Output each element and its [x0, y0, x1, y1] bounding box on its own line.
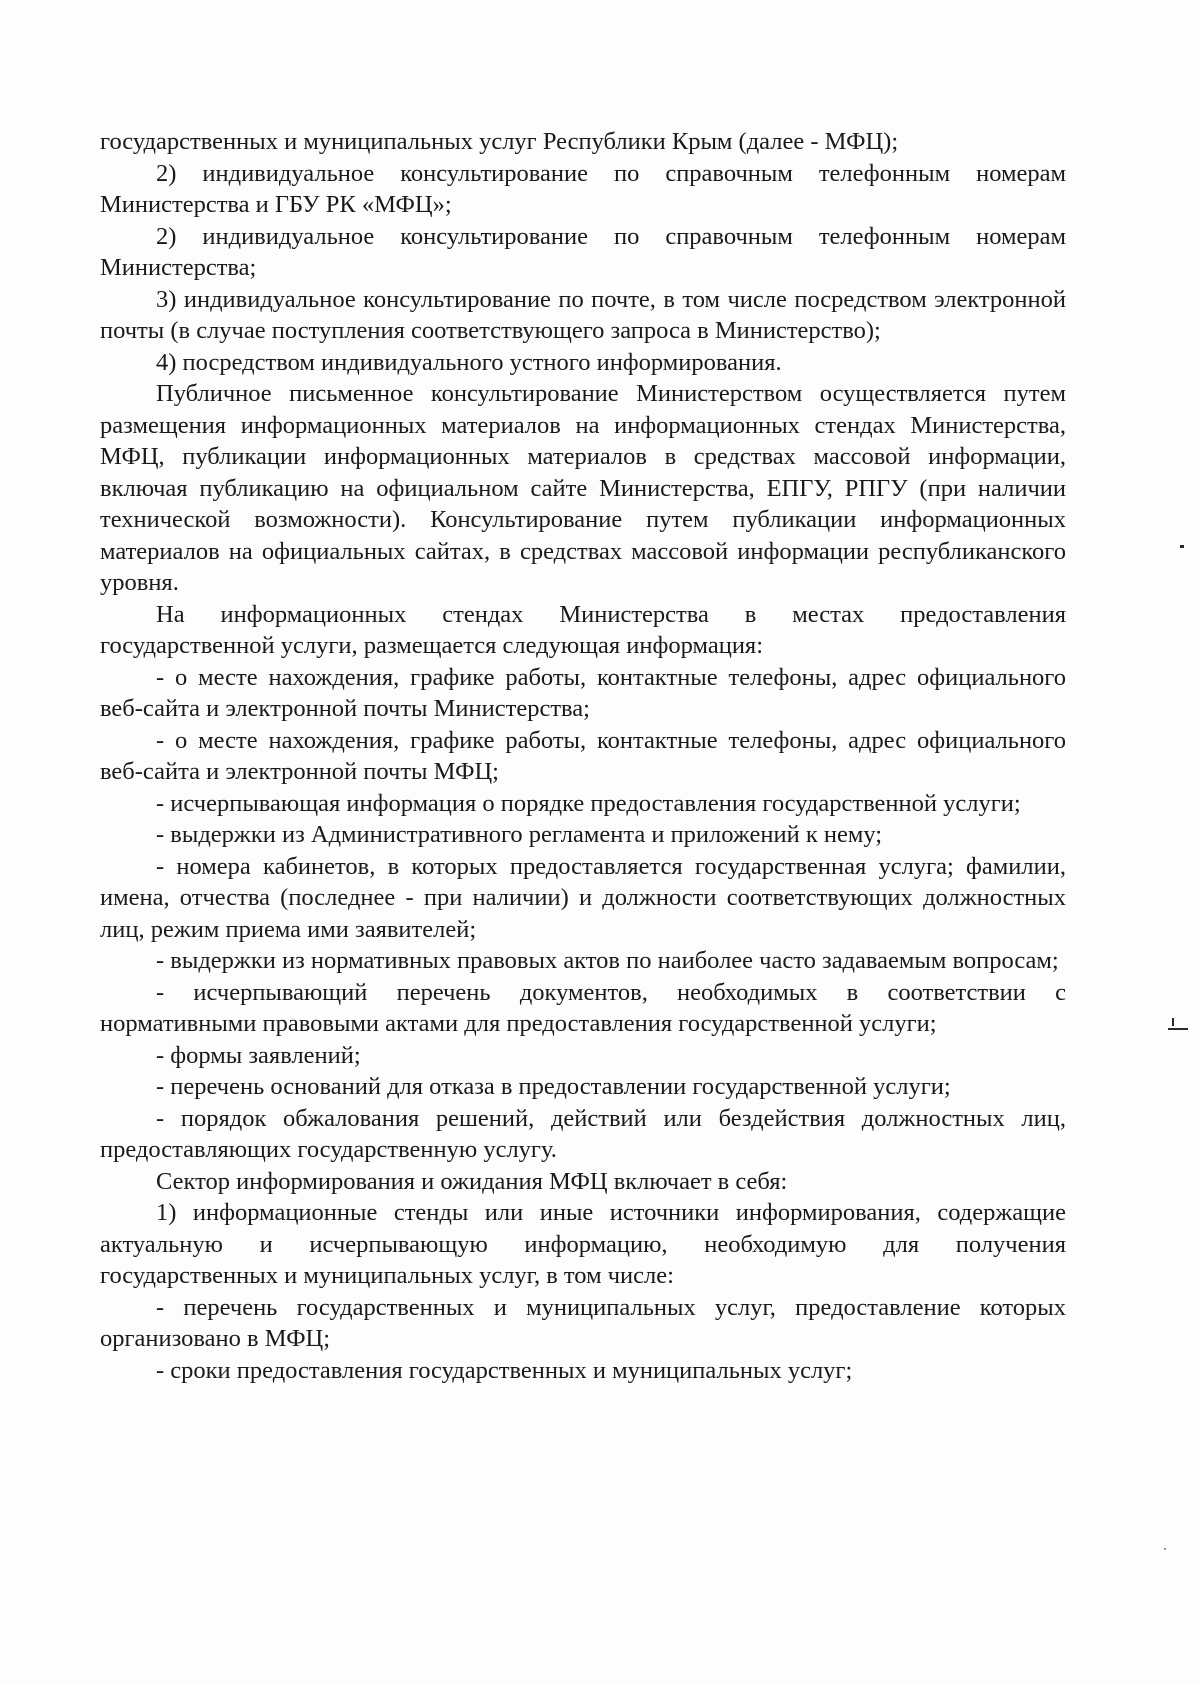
list-item-regulation-excerpts: - выдержки из Административного регламента и приложений к нему; [156, 821, 883, 848]
list-item-appeal-procedure: - порядок обжалования решений, действий или бездействия должностных лиц, предоставляющих государственную услугу. [100, 1104, 1066, 1163]
paragraph-mfc-sector-intro: Сектор информирования и ожидания МФЦ включает в себя: [156, 1167, 788, 1195]
paragraph-phone-consulting-ministry: 2) индивидуальное консультирование по справочным телефонным номерам Министерства; [100, 222, 1066, 281]
scan-margin-dash [1168, 1028, 1188, 1030]
paragraph-mfc-definition: государственных и муниципальных услуг Республики Крым (далее - МФЦ); [100, 128, 899, 155]
scan-margin-mark [1180, 545, 1184, 548]
list-item-mfc-services-list: - перечень государственных и муниципальных услуг, предоставление которых организовано в МФЦ; [100, 1293, 1066, 1352]
paragraph-oral-informing: 4) посредством индивидуального устного информирования. [156, 348, 782, 376]
scan-speck [1164, 1548, 1166, 1550]
list-item-legal-excerpts: - выдержки из нормативных правовых актов по наиболее часто задаваемым вопросам; [156, 947, 1059, 974]
document-body [100, 126, 1066, 1386]
paragraph-phone-consulting-mfc: 2) индивидуальное консультирование по справочным телефонным номерам Министерства и ГБУ РК «МФЦ»; [100, 159, 1066, 218]
list-item-office-numbers: - номера кабинетов, в которых предоставляется государственная услуга; фамилии, имена, отчества (последнее - при наличии) и должности соответствующих должностных лиц, режим приема ими заявителей; [100, 852, 1066, 943]
scan-margin-tick [1172, 1018, 1174, 1026]
list-item-service-terms: - сроки предоставления государственных и муниципальных услуг; [156, 1356, 853, 1384]
list-item-ministry-contacts: - о месте нахождения, графике работы, контактные телефоны, адрес официального веб-сайта и электронной почты Министерства; [100, 663, 1066, 722]
paragraph-mail-consulting: 3) индивидуальное консультирование по почте, в том числе посредством электронной почты (в случае поступления соответствующего запроса в Министерство); [100, 285, 1066, 344]
list-item-refusal-grounds: - перечень оснований для отказа в предоставлении государственной услуги; [156, 1073, 951, 1100]
paragraph-mfc-info-stands: 1) информационные стенды или иные источники информирования, содержащие актуальную и исчерпывающую информацию, необходимую для получения государственных и муниципальных услуг, в том числе: [100, 1199, 1066, 1289]
list-item-procedure-info: - исчерпывающая информация о порядке предоставления государственной услуги; [156, 789, 1021, 817]
list-item-mfc-contacts: - о месте нахождения, графике работы, контактные телефоны, адрес официального веб-сайта и электронной почты МФЦ; [100, 726, 1066, 785]
paragraph-info-stands-intro: На информационных стендах Министерства в местах предоставления государственной услуги, размещается следующая информация: [100, 600, 1066, 659]
list-item-application-forms: - формы заявлений; [156, 1041, 361, 1069]
list-item-documents-list: - исчерпывающий перечень документов, необходимых в соответствии с нормативными правовыми актами для предоставления государственной услуги; [100, 978, 1066, 1037]
paragraph-public-written-consulting: Публичное письменное консультирование Министерством осуществляется путем размещения информационных материалов на информационных стендах Министерства, МФЦ, публикации информационных материалов в средствах массовой информации, включая публикацию на официальном сайте Министерства, ЕПГУ, РПГУ (при наличии технической возможности). Консультирование путем публикации информационных материалов на официальных сайтах, в средствах массовой информации республиканского уровня. [100, 380, 1066, 596]
